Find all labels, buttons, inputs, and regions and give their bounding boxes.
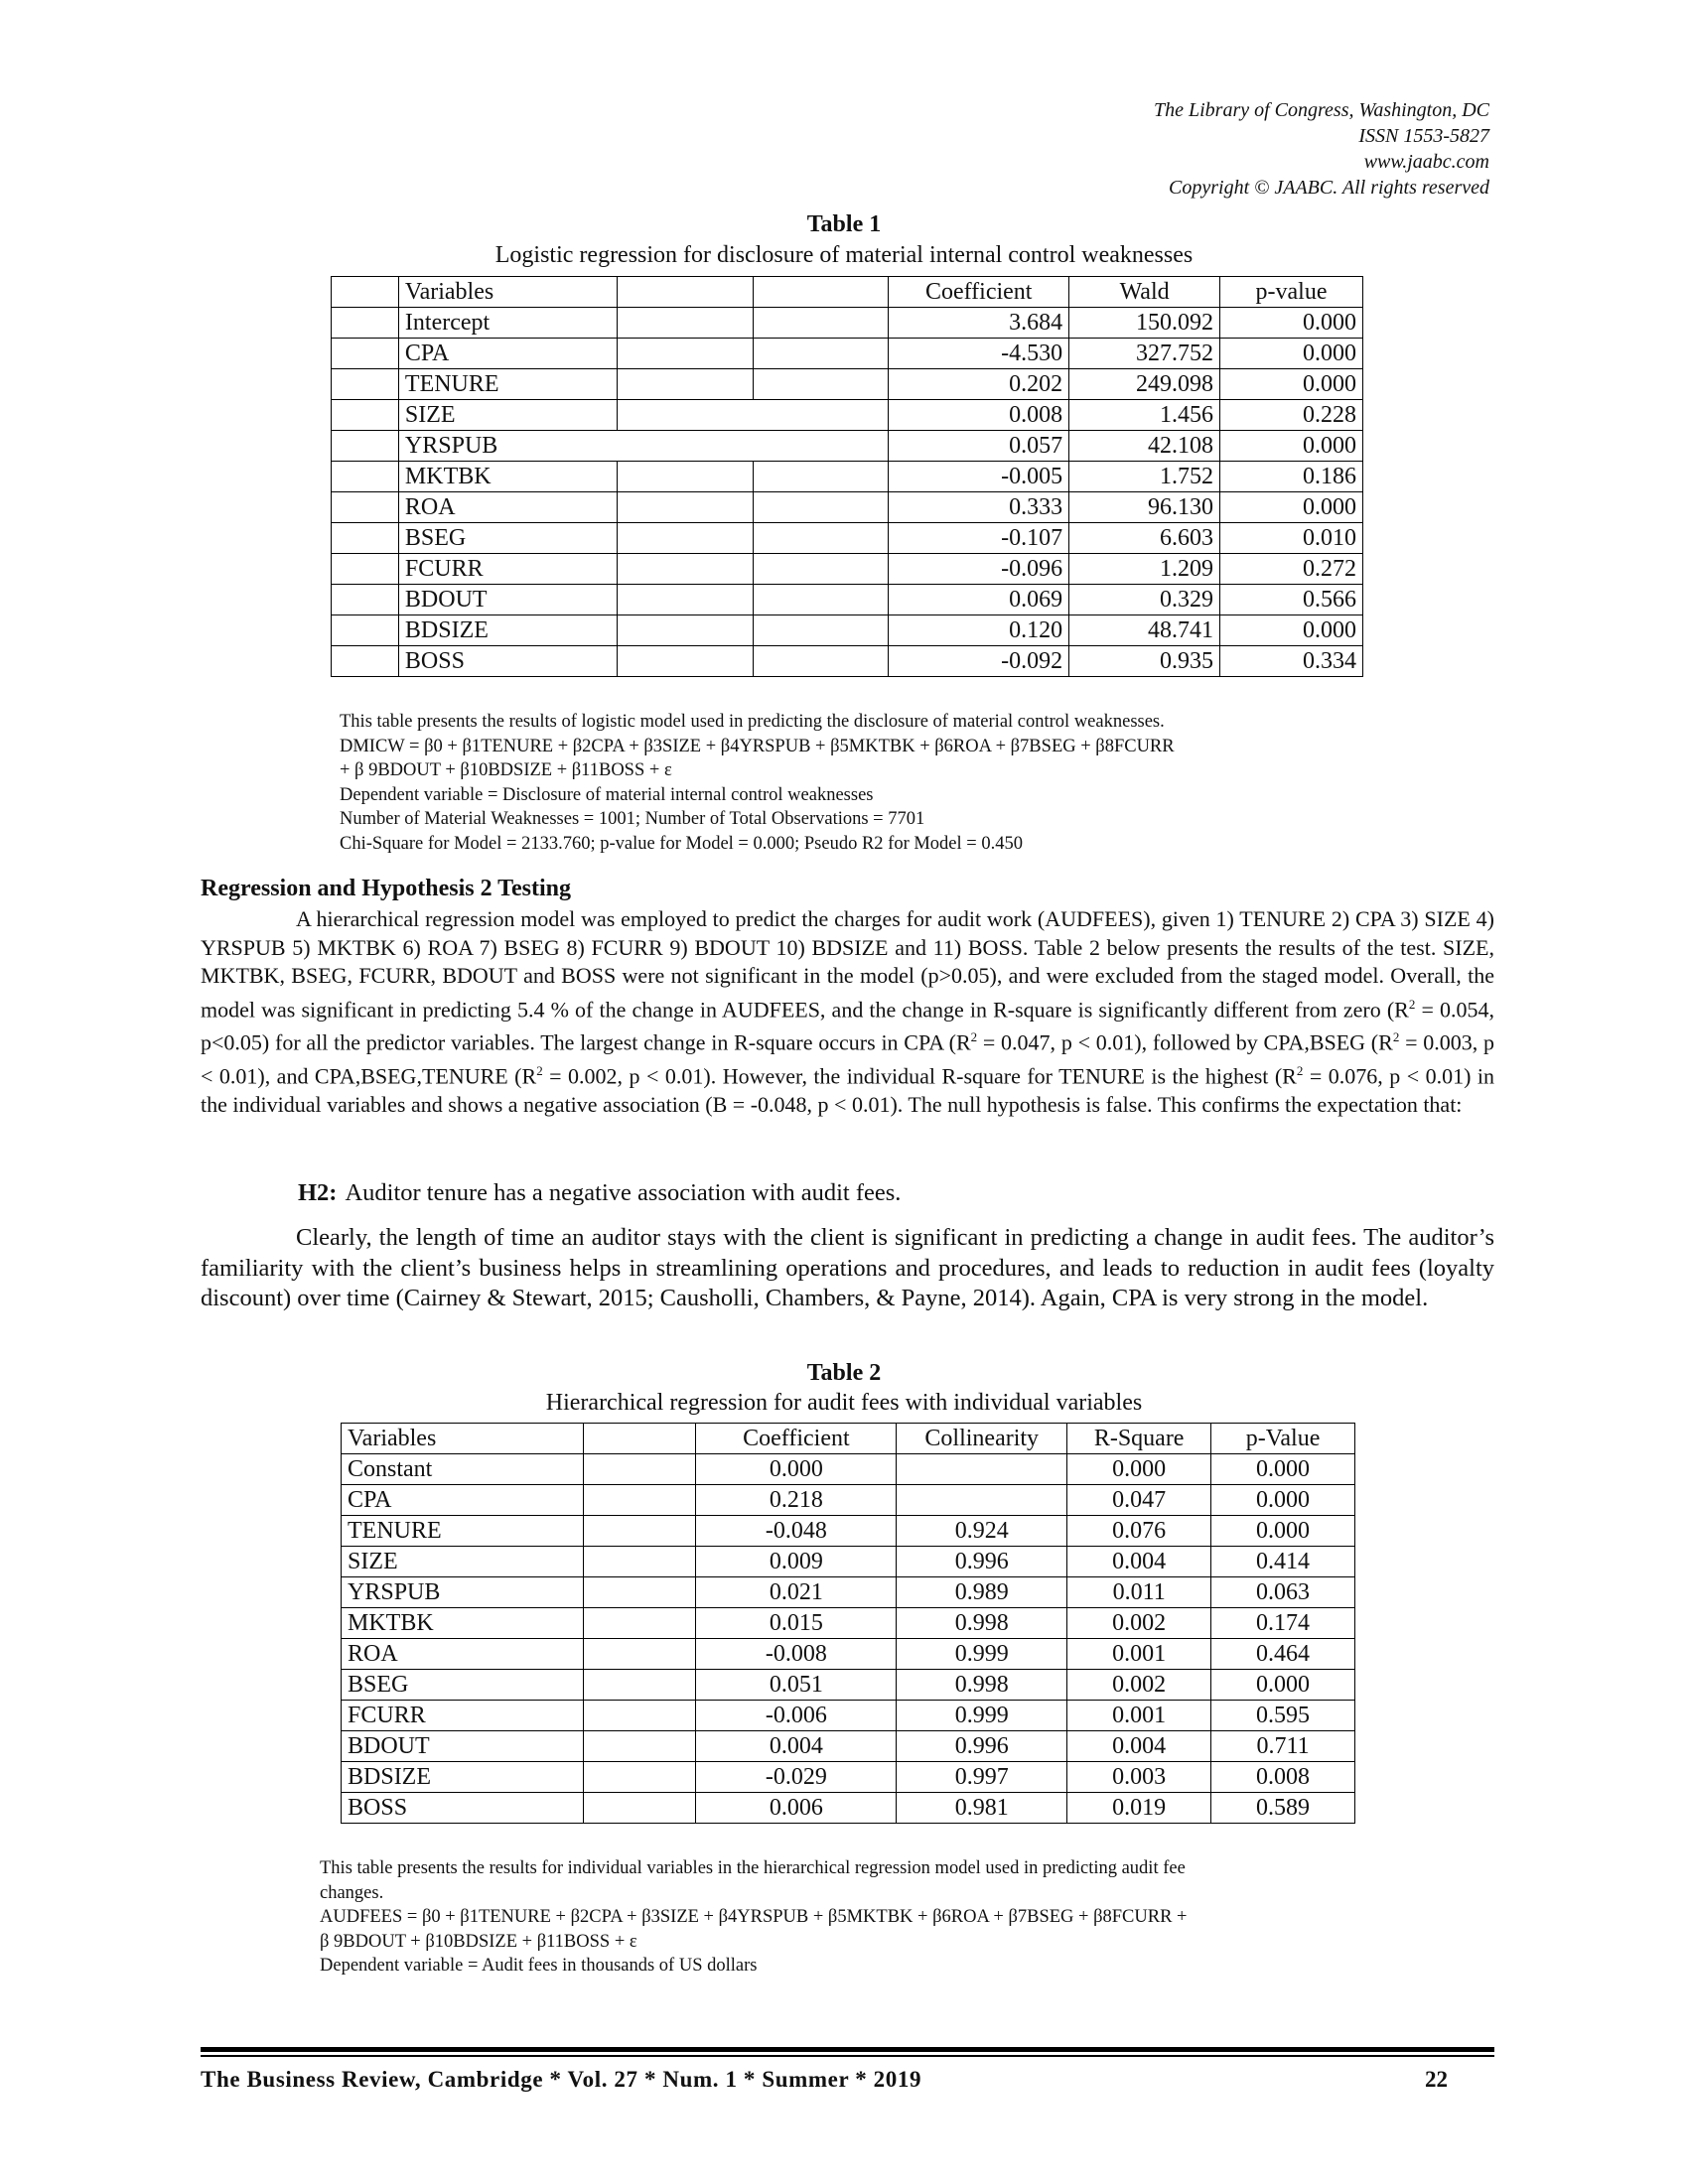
table-cell: BSEG (342, 1670, 584, 1701)
table-cell: 42.108 (1069, 431, 1220, 462)
table-cell: 0.002 (1067, 1670, 1211, 1701)
p1-text: = 0.002, p < 0.01). However, the individual R-square for TENURE is the highest (R (542, 1063, 1297, 1089)
table-cell: Variables (342, 1424, 584, 1454)
table-header-row (342, 1424, 1355, 1454)
table-cell: -4.530 (889, 339, 1069, 369)
table-cell: 0.334 (1220, 646, 1363, 677)
table-cell: SIZE (342, 1547, 584, 1577)
table-cell (897, 1485, 1067, 1516)
table-cell (583, 1547, 696, 1577)
table-cell (332, 431, 399, 462)
table-cell (583, 1731, 696, 1762)
page-number: 22 (1425, 2067, 1448, 2092)
body-paragraph-2: Clearly, the length of time an auditor stays with the client is significant in predicting a change in audit fees. The auditor’s familiarity with the client’s business helps in streamlining operations and procedures, and leads to reduction in audit fees (loyalty discount) over time (Cairney & Stewart, 2015; Causholli, Chambers, & Payne, 2014). Again, CPA is very strong in the model. (201, 1224, 1494, 1311)
table-cell: 0.000 (1211, 1485, 1355, 1516)
table-cell: 0.120 (889, 615, 1069, 646)
table2-title: Table 2 (806, 1360, 882, 1386)
table-row (332, 554, 1363, 585)
superscript: 2 (1408, 996, 1416, 1012)
table-row (332, 400, 1363, 431)
p1-text: A hierarchical regression model was employed to predict the charges for audit work (AUDFEES), given 1) TENURE 2) CPA 3) SIZE 4) YRSPUB 5) MKTBK 6) ROA 7) BSEG 8) FCURR 9) BDOUT 10) BDSIZE and 11) BOSS. Table 2 below presents the results of the test. SIZE, MKTBK, BSEG, FCURR, BDOUT and BOSS were not significant in the model (p>0.05), and were excluded from the staged model. Overall, the model was significant in predicting 5.4 % of the change in AUDFEES, and the change in R-square is significantly different from zero (R (201, 906, 1494, 1022)
table-cell (583, 1793, 696, 1824)
table-cell: 0.000 (1067, 1454, 1211, 1485)
hypothesis-h2 (298, 1179, 901, 1207)
table-cell: ROA (398, 492, 617, 523)
table-cell (617, 308, 754, 339)
table2-note: AUDFEES = β0 + β1TENURE + β2CPA + β3SIZE + β4YRSPUB + β5MKTBK + β6ROA + β7BSEG + β8FCURR + (320, 1907, 1188, 1927)
table-cell: 0.999 (897, 1639, 1067, 1670)
table-cell: 0.595 (1211, 1701, 1355, 1731)
superscript: 2 (1392, 1029, 1400, 1045)
table-cell: 0.272 (1220, 554, 1363, 585)
table-row (342, 1608, 1355, 1639)
hypothesis-text: Auditor tenure has a negative association with audit fees. (345, 1179, 902, 1206)
table-row (342, 1516, 1355, 1547)
table-cell (583, 1485, 696, 1516)
table1-note: Dependent variable = Disclosure of material internal control weaknesses (340, 784, 874, 805)
table-cell: 0.047 (1067, 1485, 1211, 1516)
table-cell (617, 554, 754, 585)
table-cell (617, 339, 754, 369)
table-cell (617, 615, 754, 646)
table-row (342, 1547, 1355, 1577)
table-cell (617, 492, 754, 523)
table-cell: 0.996 (897, 1547, 1067, 1577)
table-cell: -0.006 (696, 1701, 897, 1731)
table-cell: Collinearity (897, 1424, 1067, 1454)
table-cell: BSEG (398, 523, 617, 554)
table-cell: -0.048 (696, 1516, 897, 1547)
table-cell: 1.209 (1069, 554, 1220, 585)
header-line-2: ISSN 1553-5827 (1358, 125, 1489, 147)
table-cell (617, 400, 889, 431)
table-cell: 0.998 (897, 1608, 1067, 1639)
table-cell: 150.092 (1069, 308, 1220, 339)
table-cell: 0.000 (1220, 492, 1363, 523)
table-cell: 0.000 (1211, 1670, 1355, 1701)
table-cell: 0.000 (1220, 308, 1363, 339)
table-row (342, 1639, 1355, 1670)
table-cell: 0.002 (1067, 1608, 1211, 1639)
table-cell: -0.107 (889, 523, 1069, 554)
table-cell: 0.566 (1220, 585, 1363, 615)
table-cell: 0.228 (1220, 400, 1363, 431)
header-line-4: Copyright © JAABC. All rights reserved (1169, 177, 1489, 199)
superscript: 2 (1296, 1063, 1304, 1079)
table2-note: β 9BDOUT + β10BDSIZE + β11BOSS + ε (320, 1931, 637, 1952)
table-cell (754, 585, 889, 615)
table-cell: -0.092 (889, 646, 1069, 677)
table-cell (332, 554, 399, 585)
body-paragraph-1 (201, 905, 1494, 1119)
table-cell: TENURE (342, 1516, 584, 1547)
table-cell: 0.000 (1220, 431, 1363, 462)
table-row (332, 492, 1363, 523)
table-cell: -0.029 (696, 1762, 897, 1793)
table-cell: SIZE (398, 400, 617, 431)
table-cell: ROA (342, 1639, 584, 1670)
table-cell (754, 615, 889, 646)
table-cell (332, 615, 399, 646)
table-cell: 0.057 (889, 431, 1069, 462)
table-cell: Coefficient (696, 1424, 897, 1454)
table1 (331, 276, 1363, 677)
table-cell (617, 369, 754, 400)
superscript: 2 (970, 1029, 978, 1045)
table-cell: 0.008 (1211, 1762, 1355, 1793)
table-cell: BOSS (398, 646, 617, 677)
table-row (342, 1577, 1355, 1608)
table-cell (583, 1701, 696, 1731)
table-cell: 0.202 (889, 369, 1069, 400)
table-cell: 0.464 (1211, 1639, 1355, 1670)
table-cell (897, 1454, 1067, 1485)
table-cell: 249.098 (1069, 369, 1220, 400)
table-cell: 0.009 (696, 1547, 897, 1577)
table-cell: -0.096 (889, 554, 1069, 585)
table-cell: 0.711 (1211, 1731, 1355, 1762)
table-cell: CPA (342, 1485, 584, 1516)
table-cell (617, 646, 754, 677)
table-cell: 1.456 (1069, 400, 1220, 431)
table-row (332, 308, 1363, 339)
section-heading: Regression and Hypothesis 2 Testing (201, 876, 571, 901)
table-cell: 0.001 (1067, 1701, 1211, 1731)
table-row (342, 1793, 1355, 1824)
footer-rule (201, 2047, 1494, 2052)
table-cell (332, 277, 399, 308)
table2 (341, 1423, 1355, 1824)
table-cell (583, 1424, 696, 1454)
table-cell (754, 554, 889, 585)
table-cell: 48.741 (1069, 615, 1220, 646)
table-cell: 0.011 (1067, 1577, 1211, 1608)
table-row (342, 1762, 1355, 1793)
table-cell (583, 1577, 696, 1608)
table-cell: 0.000 (1220, 615, 1363, 646)
table-cell (583, 1608, 696, 1639)
table-cell (754, 492, 889, 523)
table-cell: R-Square (1067, 1424, 1211, 1454)
page-header (1154, 97, 1489, 201)
table-cell (617, 277, 754, 308)
table-cell: 0.000 (696, 1454, 897, 1485)
table-row (342, 1485, 1355, 1516)
table-cell: 0.001 (1067, 1639, 1211, 1670)
footer-rule-thin (201, 2055, 1494, 2057)
table-cell (754, 308, 889, 339)
table1-note: Number of Material Weaknesses = 1001; Number of Total Observations = 7701 (340, 809, 925, 829)
table-row (332, 615, 1363, 646)
table-cell: Constant (342, 1454, 584, 1485)
superscript: 2 (536, 1063, 543, 1079)
table-cell (332, 492, 399, 523)
table-header-row (332, 277, 1363, 308)
table-cell (332, 339, 399, 369)
table-cell: 1.752 (1069, 462, 1220, 492)
table-cell: MKTBK (342, 1608, 584, 1639)
table-cell: FCURR (398, 554, 617, 585)
table-cell: 0.019 (1067, 1793, 1211, 1824)
p1-text: = 0.054, p<0.05) for all the predictor variables. The largest change in R-square occurs in CPA (R (201, 996, 1494, 1055)
table2-note: changes. (320, 1882, 384, 1903)
table-cell (583, 1670, 696, 1701)
table-cell: 0.000 (1220, 339, 1363, 369)
table2-body (342, 1424, 1355, 1824)
table-row (342, 1731, 1355, 1762)
table-cell (617, 523, 754, 554)
table-cell: 0.333 (889, 492, 1069, 523)
table-cell: BDOUT (342, 1731, 584, 1762)
table1-body (332, 277, 1363, 677)
table1-note: This table presents the results of logistic model used in predicting the disclosure of material control weaknesses. (340, 712, 1165, 732)
table1-note: DMICW = β0 + β1TENURE + β2CPA + β3SIZE + β4YRSPUB + β5MKTBK + β6ROA + β7BSEG + β8FCURR (340, 736, 1175, 756)
table-cell: 0.015 (696, 1608, 897, 1639)
table-cell: 0.010 (1220, 523, 1363, 554)
table-cell: p-value (1220, 277, 1363, 308)
table2-caption: Hierarchical regression for audit fees with individual variables (545, 1390, 1143, 1416)
table-cell: BDSIZE (342, 1762, 584, 1793)
table-cell: 0.000 (1211, 1516, 1355, 1547)
table-cell: FCURR (342, 1701, 584, 1731)
table-cell: BDSIZE (398, 615, 617, 646)
table1-note: + β 9BDOUT + β10BDSIZE + β11BOSS + ε (340, 760, 672, 780)
table-cell: 6.603 (1069, 523, 1220, 554)
table1-notes (340, 710, 1175, 856)
table-cell: 0.981 (897, 1793, 1067, 1824)
table-cell: 0.998 (897, 1670, 1067, 1701)
p1-text: = 0.003, p < 0.01), and CPA,BSEG,TENURE (R (201, 1029, 1494, 1089)
table-cell: 0.076 (1067, 1516, 1211, 1547)
table-cell: 0.051 (696, 1670, 897, 1701)
table-cell: p-Value (1211, 1424, 1355, 1454)
table-cell (583, 1639, 696, 1670)
table-row (342, 1454, 1355, 1485)
table1-title: Table 1 (806, 211, 882, 237)
table-cell: Wald (1069, 277, 1220, 308)
header-line-3: www.jaabc.com (1363, 151, 1489, 173)
table-cell: YRSPUB (398, 431, 888, 462)
table-cell: 0.589 (1211, 1793, 1355, 1824)
table-cell: 0.000 (1220, 369, 1363, 400)
table-cell (754, 646, 889, 677)
table-cell (754, 523, 889, 554)
table-cell: 0.997 (897, 1762, 1067, 1793)
table-row (342, 1670, 1355, 1701)
table-cell: 0.006 (696, 1793, 897, 1824)
table2-notes (320, 1856, 1188, 1979)
table-cell (754, 369, 889, 400)
table-cell: 0.218 (696, 1485, 897, 1516)
table-cell: -0.008 (696, 1639, 897, 1670)
table-cell: CPA (398, 339, 617, 369)
table-cell: 0.414 (1211, 1547, 1355, 1577)
table-cell (332, 400, 399, 431)
p1-text: = 0.047, p < 0.01), followed by CPA,BSEG (R (977, 1029, 1393, 1055)
table-cell: Variables (398, 277, 617, 308)
table-cell: 0.999 (897, 1701, 1067, 1731)
table-cell (617, 462, 754, 492)
table-cell (332, 308, 399, 339)
table-cell (754, 339, 889, 369)
table-row (332, 369, 1363, 400)
table-cell: TENURE (398, 369, 617, 400)
table-cell (754, 277, 889, 308)
table-row (332, 646, 1363, 677)
table-cell: 0.003 (1067, 1762, 1211, 1793)
table-cell: YRSPUB (342, 1577, 584, 1608)
table-cell: 0.935 (1069, 646, 1220, 677)
table-row (332, 462, 1363, 492)
table-cell: -0.005 (889, 462, 1069, 492)
table2-note: This table presents the results for individual variables in the hierarchical regression model used in predicting audit fee (320, 1858, 1186, 1878)
table2-note: Dependent variable = Audit fees in thousands of US dollars (320, 1956, 758, 1976)
footer-journal: The Business Review, Cambridge * Vol. 27 * Num. 1 * Summer * 2019 (201, 2067, 922, 2092)
table-cell: 0.174 (1211, 1608, 1355, 1639)
table-cell: 0.008 (889, 400, 1069, 431)
table-cell: BOSS (342, 1793, 584, 1824)
table-cell (617, 585, 754, 615)
table-row (332, 585, 1363, 615)
table-row (342, 1701, 1355, 1731)
table-cell (332, 523, 399, 554)
header-line-1: The Library of Congress, Washington, DC (1153, 99, 1489, 121)
table-row (332, 523, 1363, 554)
table-cell: Intercept (398, 308, 617, 339)
table-cell: 0.069 (889, 585, 1069, 615)
table-cell: 0.004 (1067, 1731, 1211, 1762)
table-cell: MKTBK (398, 462, 617, 492)
table-cell: 0.989 (897, 1577, 1067, 1608)
table-cell: BDOUT (398, 585, 617, 615)
hypothesis-label: H2: (298, 1179, 338, 1206)
table-cell: 0.924 (897, 1516, 1067, 1547)
table-cell (583, 1454, 696, 1485)
table1-note: Chi-Square for Model = 2133.760; p-value for Model = 0.000; Pseudo R2 for Model = 0.450 (340, 833, 1023, 854)
table-cell (332, 646, 399, 677)
table-cell (332, 462, 399, 492)
table-cell: 3.684 (889, 308, 1069, 339)
table-cell (583, 1762, 696, 1793)
table-cell: Coefficient (889, 277, 1069, 308)
p1-text: = 0.076, p < 0.01) in the individual variables and shows a negative association (B = -0.048, p < 0.01). The null hypothesis is false. This confirms the expectation that: (201, 1063, 1494, 1117)
table-cell: 96.130 (1069, 492, 1220, 523)
table-cell: 0.000 (1211, 1454, 1355, 1485)
table-cell (332, 585, 399, 615)
table-cell: 0.186 (1220, 462, 1363, 492)
table-cell (754, 462, 889, 492)
table-cell: 0.329 (1069, 585, 1220, 615)
table-cell: 327.752 (1069, 339, 1220, 369)
table-cell: 0.996 (897, 1731, 1067, 1762)
table-cell: 0.063 (1211, 1577, 1355, 1608)
table-cell (332, 369, 399, 400)
table-cell (583, 1516, 696, 1547)
table-row (332, 339, 1363, 369)
table-cell: 0.004 (1067, 1547, 1211, 1577)
table-cell: 0.004 (696, 1731, 897, 1762)
table-row (332, 431, 1363, 462)
table1-caption: Logistic regression for disclosure of material internal control weaknesses (494, 242, 1194, 268)
table-cell: 0.021 (696, 1577, 897, 1608)
